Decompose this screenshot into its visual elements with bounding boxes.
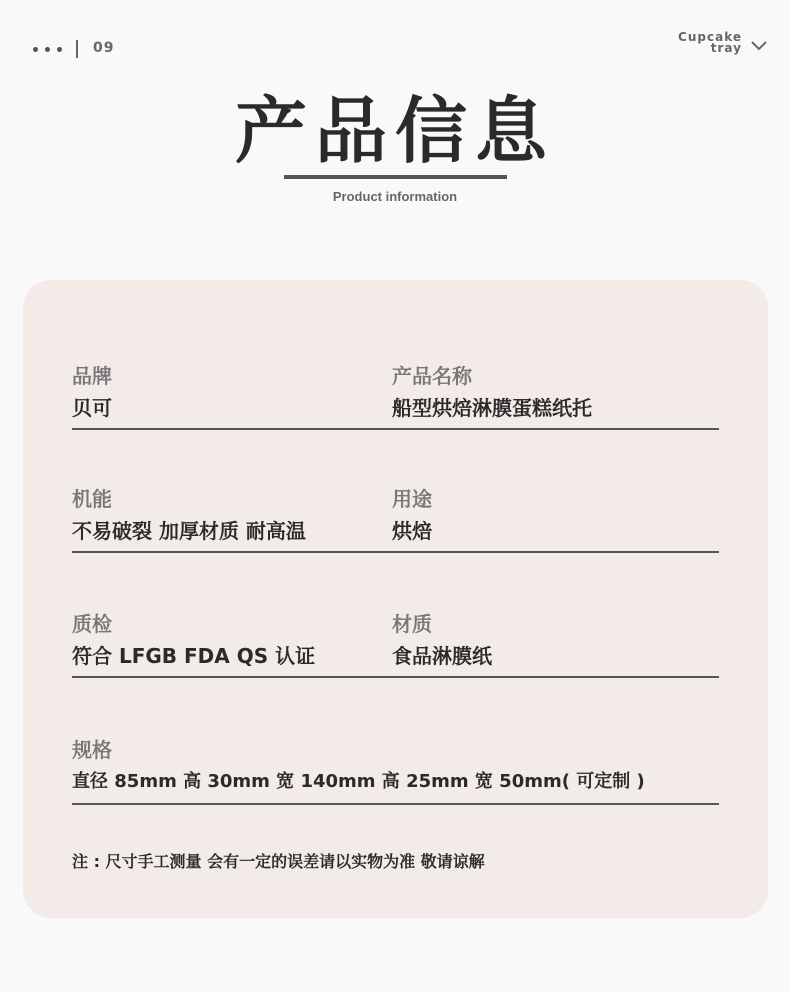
spec-usage: [392, 485, 432, 545]
chevron-down-icon: [750, 40, 768, 52]
spec-label: 机能: [72, 487, 112, 511]
brand-label: [678, 32, 742, 54]
top-bar: [0, 0, 790, 80]
spec-product-name: [392, 362, 592, 422]
title-underline: [284, 175, 507, 179]
spec-label: 用途: [392, 487, 432, 511]
brand-line-1: Cupcake: [678, 30, 742, 44]
more-dots-icon: [33, 47, 62, 52]
spec-label: 品牌: [72, 364, 112, 388]
spec-row: [72, 362, 719, 430]
spec-brand: [72, 362, 112, 422]
spec-label: 质检: [72, 612, 112, 636]
spec-material: [392, 610, 492, 670]
spec-function: [72, 485, 306, 545]
spec-value: 符合 LFGB FDA QS 认证: [72, 644, 316, 668]
spec-row: [72, 485, 719, 553]
measurement-note: 注 : 尺寸手工测量 会有一定的误差请以实物为准 敬请谅解: [72, 852, 485, 871]
spec-value: 船型烘焙淋膜蛋糕纸托: [392, 396, 592, 420]
page-number: 09: [93, 40, 115, 56]
page-subtitle: Product information: [332, 189, 458, 204]
spec-value: 不易破裂 加厚材质 耐高温: [72, 519, 306, 543]
divider: [76, 40, 78, 58]
spec-row: [72, 736, 719, 805]
spec-label: 材质: [392, 612, 432, 636]
spec-label: 规格: [72, 738, 112, 762]
brand-line-2: tray: [710, 41, 742, 55]
spec-quality-check: [72, 610, 315, 670]
page-title: 产品信息: [234, 89, 555, 173]
spec-row: [72, 610, 719, 678]
spec-value: 食品淋膜纸: [392, 644, 492, 668]
spec-dimensions: [72, 736, 645, 796]
spec-value: 直径 85mm 高 30mm 宽 140mm 高 25mm 宽 50mm( 可定制 ): [72, 771, 645, 792]
spec-label: 产品名称: [392, 364, 472, 388]
spec-value: 烘焙: [392, 519, 432, 543]
spec-value: 贝可: [72, 396, 112, 420]
